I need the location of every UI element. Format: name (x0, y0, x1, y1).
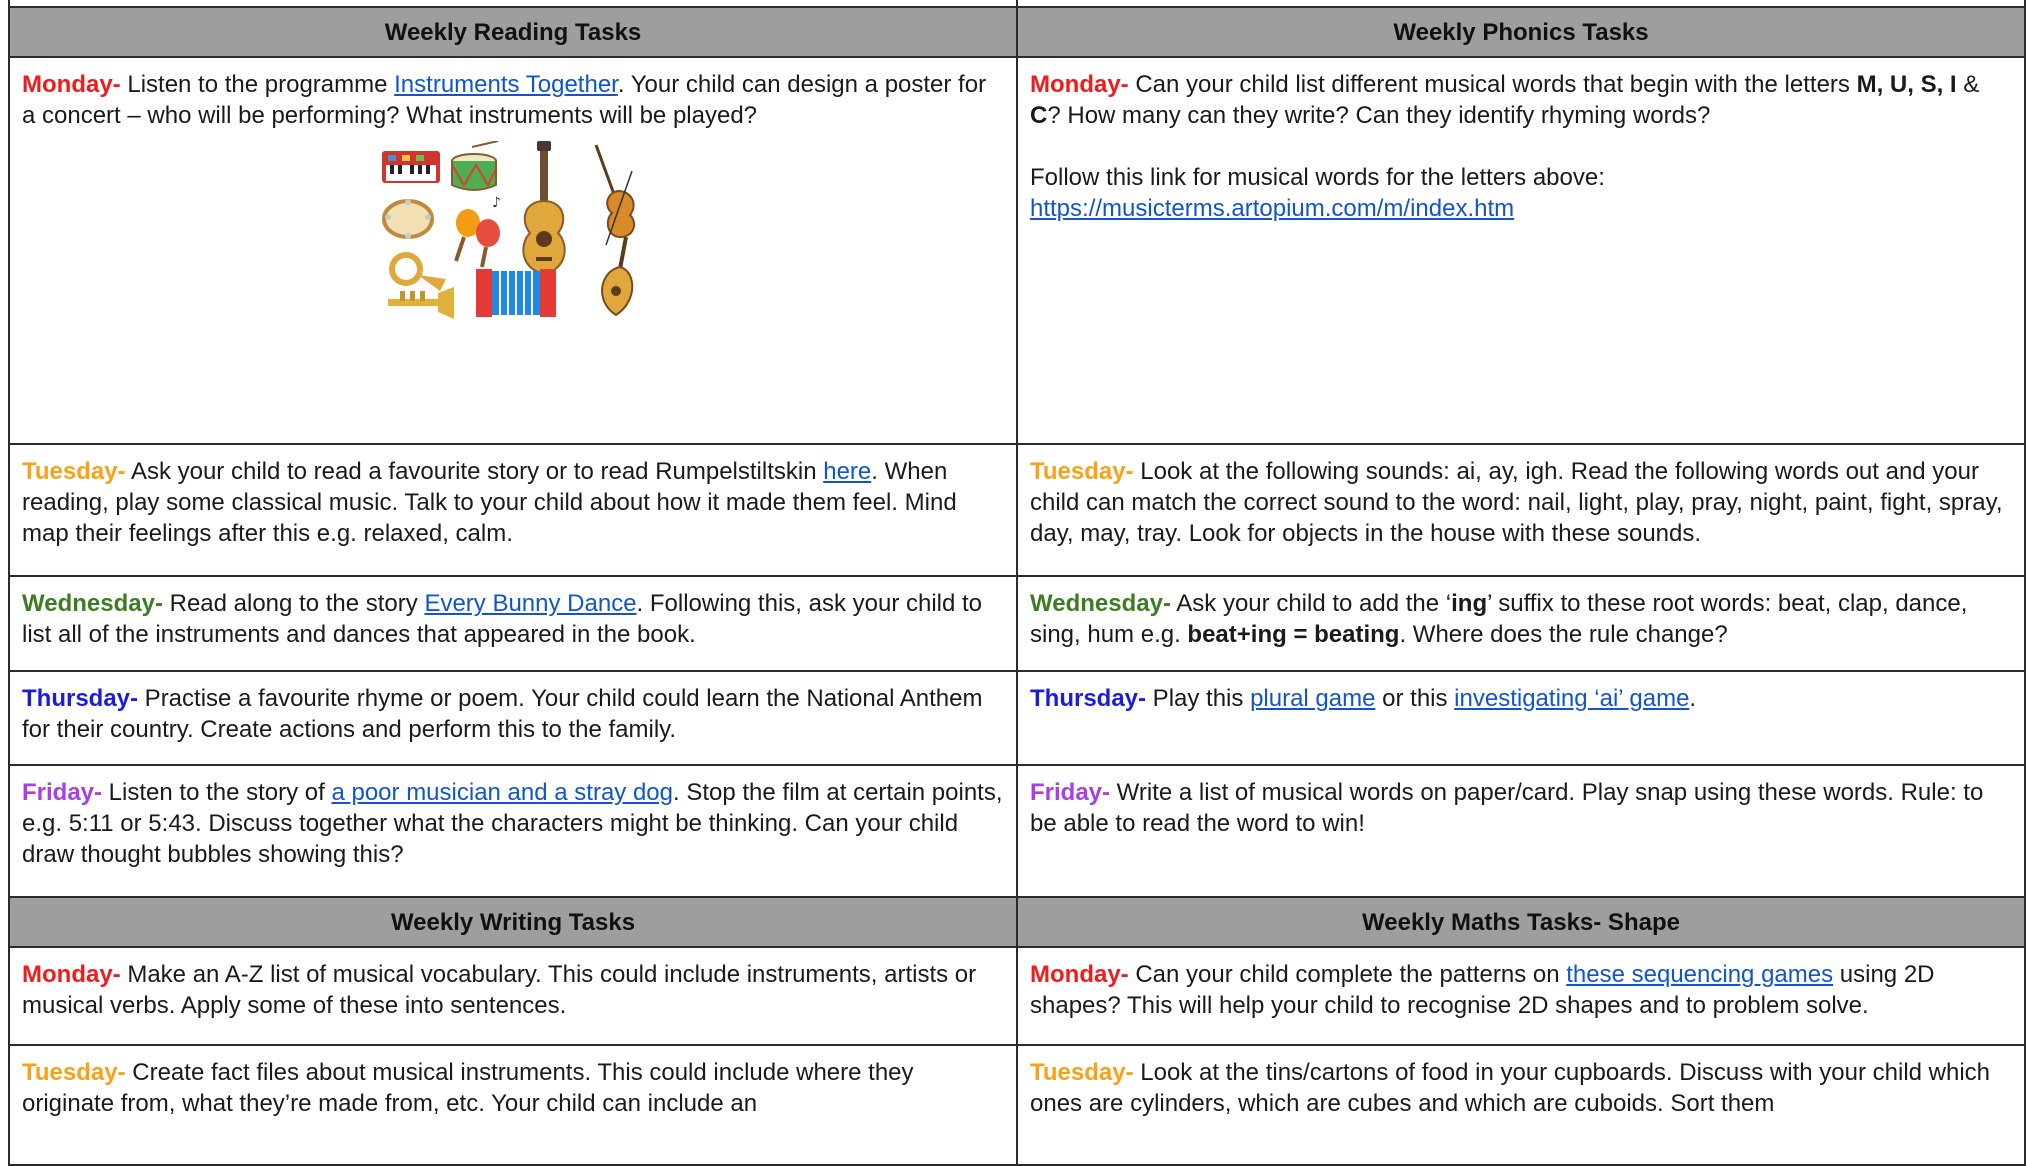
phonics-wednesday-text-1: Ask your child to add the ‘ (1170, 590, 1452, 617)
reading-monday-cell (9, 57, 1017, 444)
day-label-tuesday: Tuesday- (1030, 458, 1134, 485)
maths-header: Weekly Maths Tasks- Shape (1017, 897, 2025, 947)
phonics-wednesday-suffix: ing (1451, 590, 1488, 617)
phonics-thursday-text-1: Play this (1146, 685, 1251, 712)
weekly-tasks-table (8, 0, 2026, 1166)
day-label-friday: Friday- (1030, 779, 1111, 806)
keyboard-icon (382, 151, 440, 183)
day-label-tuesday: Tuesday- (1030, 1059, 1134, 1086)
header-row-reading-phonics (9, 7, 2025, 57)
maths-tuesday-text: Look at the tins/cartons of food in your cupboards. Discuss with your child which ones are cylinders, which are cubes and which are cuboids. Sort them (1030, 1059, 1991, 1117)
writing-monday-text: Make an A-Z list of musical vocabulary. This could include instruments, artists or musical verbs. Apply some of these into sentences. (22, 961, 977, 1019)
day-label-monday: Monday- (22, 961, 121, 988)
day-label-tuesday: Tuesday- (22, 458, 126, 485)
writing-tuesday-text: Create fact files about musical instruments. This could include where they originate from, what they’re made from, etc. Your child can include an (22, 1059, 914, 1117)
maths-monday-text-2: using 2D shapes? This will help your child to recognise 2D shapes and to problem solve. (1030, 961, 1935, 1019)
reading-friday-text-1: Listen to the story of (102, 779, 332, 806)
day-label-wednesday: Wednesday- (22, 590, 163, 617)
phonics-wednesday-text-2: ’ suffix to these root words: beat, clap, dance, sing, hum e.g. (1030, 590, 1968, 648)
phonics-monday-letters: M, U, S, I (1856, 71, 1957, 98)
table-row-monday (9, 57, 2025, 444)
maracas-icon (456, 195, 501, 267)
violin-icon (596, 145, 634, 245)
reading-monday-text-2: . Your child can design a poster for a concert – who will be performing? What instruments will be played? (22, 71, 987, 129)
day-label-monday: Monday- (1030, 961, 1129, 988)
poor-musician-link[interactable]: a poor musician and a stray dog (331, 779, 673, 806)
writing-header: Weekly Writing Tasks (9, 897, 1017, 947)
table-top-strip (9, 0, 2025, 7)
french-horn-icon (392, 255, 446, 291)
header-row-writing-maths (9, 897, 2025, 947)
phonics-wednesday-text-3: . Where does the rule change? (1399, 621, 1728, 648)
phonics-monday-text-1: Can your child list different musical words that begin with the letters (1128, 71, 1857, 98)
table-row-friday (9, 765, 2025, 897)
plural-game-link[interactable]: plural game (1250, 685, 1376, 712)
reading-friday-cell (9, 765, 1017, 897)
table-row-monday-2 (9, 947, 2025, 1045)
writing-tuesday-cell (9, 1045, 1017, 1165)
phonics-thursday-cell (1017, 671, 2025, 765)
musicterms-link[interactable]: https://musicterms.artopium.com/m/index.htm (1030, 195, 1515, 222)
phonics-tuesday-cell (1017, 444, 2025, 576)
phonics-tuesday-text: Look at the following sounds: ai, ay, igh. Read the following words out and your child can match the correct sound to the word: nail, light, play, pray, night, paint, fight, spray, day, may, tray. Look for objects in the house with these sounds. (1030, 458, 2003, 547)
reading-wednesday-cell (9, 576, 1017, 671)
phonics-monday-letter-c: C (1030, 102, 1048, 129)
phonics-header: Weekly Phonics Tasks (1017, 7, 2025, 57)
day-label-monday: Monday- (1030, 71, 1129, 98)
phonics-thursday-text-3: . (1689, 685, 1697, 712)
svg-text:♪: ♪ (492, 195, 501, 211)
phonics-friday-text: Write a list of musical words on paper/card. Play snap using these words. Rule: to be able to read the word to win! (1030, 779, 1984, 837)
paragraph-gap (1030, 131, 2012, 162)
rumpelstiltskin-link[interactable]: here (823, 458, 872, 485)
phonics-monday-text-3: ? How many can they write? Can they identify rhyming words? (1047, 102, 1711, 129)
every-bunny-dance-link[interactable]: Every Bunny Dance (424, 590, 637, 617)
reading-header: Weekly Reading Tasks (9, 7, 1017, 57)
phonics-monday-cell (1017, 57, 2025, 444)
reading-friday-text-2: . Stop the film at certain points, e.g. 5:11 or 5:43. Discuss together what the characters might be thinking. Can your child draw thought bubbles showing this? (22, 779, 1003, 868)
reading-wednesday-text-1: Read along to the story (162, 590, 425, 617)
sequencing-games-link[interactable]: these sequencing games (1566, 961, 1834, 988)
table-row-wednesday (9, 576, 2025, 671)
reading-thursday-text-1: Practise a favourite rhyme or poem. Your child could learn the National Anthem for their country (22, 685, 983, 743)
guitar-icon (523, 141, 564, 273)
table-row-thursday (9, 671, 2025, 765)
table-row-tuesday-2 (9, 1045, 2025, 1165)
writing-monday-cell (9, 947, 1017, 1045)
drum-icon (452, 141, 498, 190)
phonics-thursday-text-2: or this (1375, 685, 1455, 712)
reading-monday-text-1: Listen to the programme (120, 71, 395, 98)
instruments-together-link[interactable]: Instruments Together (394, 71, 618, 98)
maths-monday-cell (1017, 947, 2025, 1045)
day-label-thursday: Thursday- (22, 685, 139, 712)
mandolin-icon (602, 237, 632, 315)
trumpet-icon (388, 287, 454, 319)
reading-thursday-cell (9, 671, 1017, 765)
phonics-monday-text-4: Follow this link for musical words for the letters above: (1030, 164, 1605, 191)
phonics-wednesday-example: beat+ing = beating (1187, 621, 1400, 648)
phonics-friday-cell (1017, 765, 2025, 897)
reading-tuesday-cell (9, 444, 1017, 576)
weekly-tasks-sheet (8, 0, 2024, 1117)
reading-thursday-text-2: . Create actions and perform this to the family. (186, 716, 677, 743)
day-label-friday: Friday- (22, 779, 103, 806)
investigating-ai-game-link[interactable]: investigating ‘ai’ game (1454, 685, 1690, 712)
table-row-tuesday (9, 444, 2025, 576)
accordion-icon (476, 269, 556, 317)
day-label-monday: Monday- (22, 71, 121, 98)
reading-wednesday-text-2: . Following this, ask your child to list all of the instruments and dances that appeared in the book. (22, 590, 983, 648)
day-label-tuesday: Tuesday- (22, 1059, 126, 1086)
day-label-wednesday: Wednesday- (1030, 590, 1171, 617)
phonics-monday-text-2: & (1956, 71, 1980, 98)
musical-instruments-illustration (380, 141, 672, 319)
maths-tuesday-cell (1017, 1045, 2025, 1165)
reading-tuesday-text-1: Ask your child to read a favourite story or to read Rumpelstiltskin (125, 458, 824, 485)
reading-tuesday-text-2: . When reading, play some classical music. Talk to your child about how it made them feel. Mind map their feelings after this e.g. relaxed, calm. (22, 458, 957, 547)
phonics-wednesday-cell (1017, 576, 2025, 671)
maths-monday-text-1: Can your child complete the patterns on (1128, 961, 1567, 988)
tambourine-icon (384, 199, 432, 239)
day-label-thursday: Thursday- (1030, 685, 1147, 712)
